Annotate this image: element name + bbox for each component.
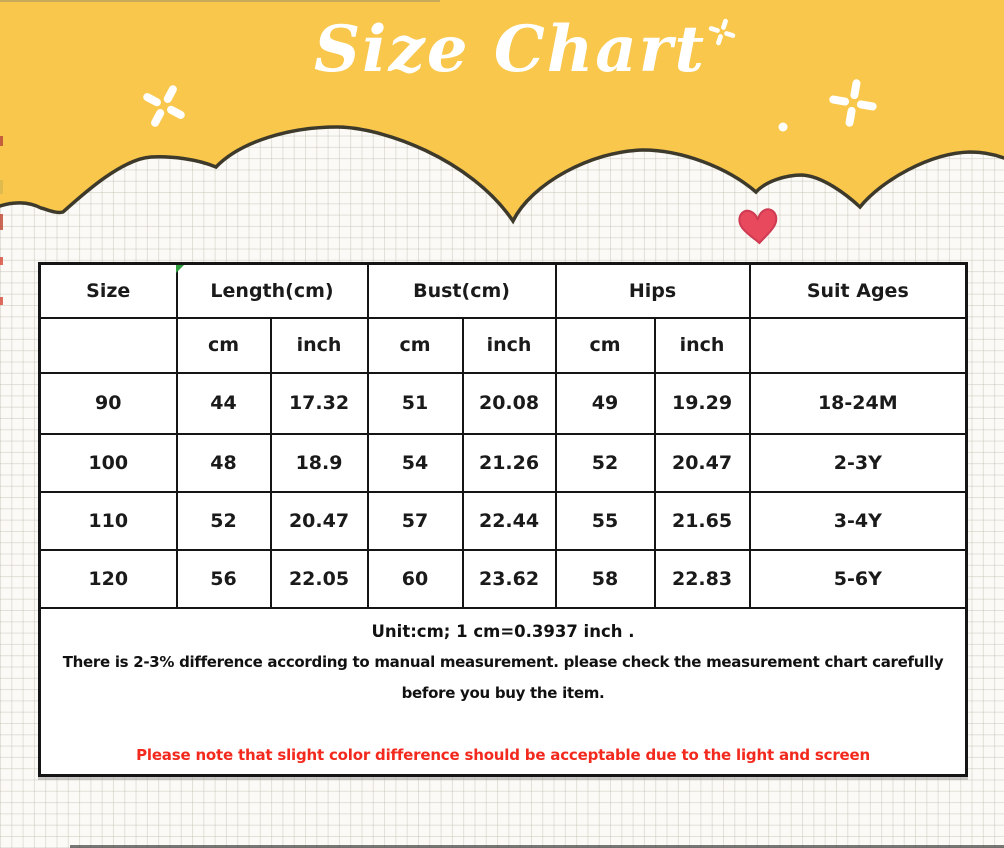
cell-bust-inch: 21.26 xyxy=(463,434,556,492)
photo-edge-artifact xyxy=(0,180,3,194)
color-difference-note: Please note that slight color difference should be acceptable due to the light and screen xyxy=(136,746,870,765)
header-hips: Hips xyxy=(556,264,750,318)
page-title: Size Chart xyxy=(313,12,707,87)
cell-hips-inch: 22.83 xyxy=(655,550,750,608)
cell-size: 100 xyxy=(40,434,177,492)
measurement-note-line2: before you buy the item. xyxy=(401,684,605,703)
cell-length-cm: 56 xyxy=(177,550,271,608)
cell-bust-cm: 54 xyxy=(368,434,463,492)
cell-hips-inch: 20.47 xyxy=(655,434,750,492)
cell-length-inch: 17.32 xyxy=(271,373,368,434)
header-length: Length(cm) xyxy=(177,264,368,318)
cell-bust-cm: 51 xyxy=(368,373,463,434)
cell-length-cm: 48 xyxy=(177,434,271,492)
cell-length-inch: 20.47 xyxy=(271,492,368,550)
cell-hips-cm: 58 xyxy=(556,550,655,608)
size-table xyxy=(38,262,968,777)
cell-length-cm: 52 xyxy=(177,492,271,550)
photo-edge-artifact xyxy=(0,0,440,2)
measurement-note-line1: There is 2-3% difference according to manual measurement. please check the measurement chart carefully xyxy=(62,653,944,672)
cell-hips-cm: 52 xyxy=(556,434,655,492)
cell-hips-inch: 21.65 xyxy=(655,492,750,550)
cell-suit-ages: 3-4Y xyxy=(750,492,967,550)
unit-inch-label: inch xyxy=(463,318,556,373)
photo-edge-artifact xyxy=(0,214,3,230)
cell-suit-ages: 2-3Y xyxy=(750,434,967,492)
empty-cell xyxy=(750,318,967,373)
cell-length-inch: 18.9 xyxy=(271,434,368,492)
header-bust: Bust(cm) xyxy=(368,264,556,318)
cell-length-inch: 22.05 xyxy=(271,550,368,608)
unit-cm-label: cm xyxy=(556,318,655,373)
cell-hips-cm: 55 xyxy=(556,492,655,550)
table-row xyxy=(40,434,967,492)
cell-size: 120 xyxy=(40,550,177,608)
table-row xyxy=(40,550,967,608)
cell-corner-marker xyxy=(176,265,184,273)
cell-suit-ages: 18-24M xyxy=(750,373,967,434)
table-row xyxy=(40,373,967,434)
cell-bust-inch: 20.08 xyxy=(463,373,556,434)
photo-edge-artifact xyxy=(0,257,3,265)
photo-edge-artifact xyxy=(0,297,3,305)
empty-cell xyxy=(40,318,177,373)
cell-hips-cm: 49 xyxy=(556,373,655,434)
cell-hips-inch: 19.29 xyxy=(655,373,750,434)
unit-cm-label: cm xyxy=(177,318,271,373)
cell-size: 90 xyxy=(40,373,177,434)
cell-length-cm: 44 xyxy=(177,373,271,434)
unit-inch-label: inch xyxy=(271,318,368,373)
cell-suit-ages: 5-6Y xyxy=(750,550,967,608)
photo-edge-artifact xyxy=(0,136,3,146)
heart-icon xyxy=(739,209,778,244)
table-row xyxy=(40,492,967,550)
cell-bust-inch: 22.44 xyxy=(463,492,556,550)
header-suit-ages: Suit Ages xyxy=(750,264,967,318)
cell-size: 110 xyxy=(40,492,177,550)
notes-row xyxy=(40,608,967,776)
header-row-2 xyxy=(40,318,967,373)
sparkle-dot-icon xyxy=(779,123,788,132)
unit-cm-label: cm xyxy=(368,318,463,373)
header-size: Size xyxy=(40,264,177,318)
notes-cell xyxy=(40,608,967,776)
cell-bust-cm: 60 xyxy=(368,550,463,608)
cell-bust-inch: 23.62 xyxy=(463,550,556,608)
unit-inch-label: inch xyxy=(655,318,750,373)
cell-bust-cm: 57 xyxy=(368,492,463,550)
unit-note: Unit:cm; 1 cm=0.3937 inch . xyxy=(371,622,635,642)
